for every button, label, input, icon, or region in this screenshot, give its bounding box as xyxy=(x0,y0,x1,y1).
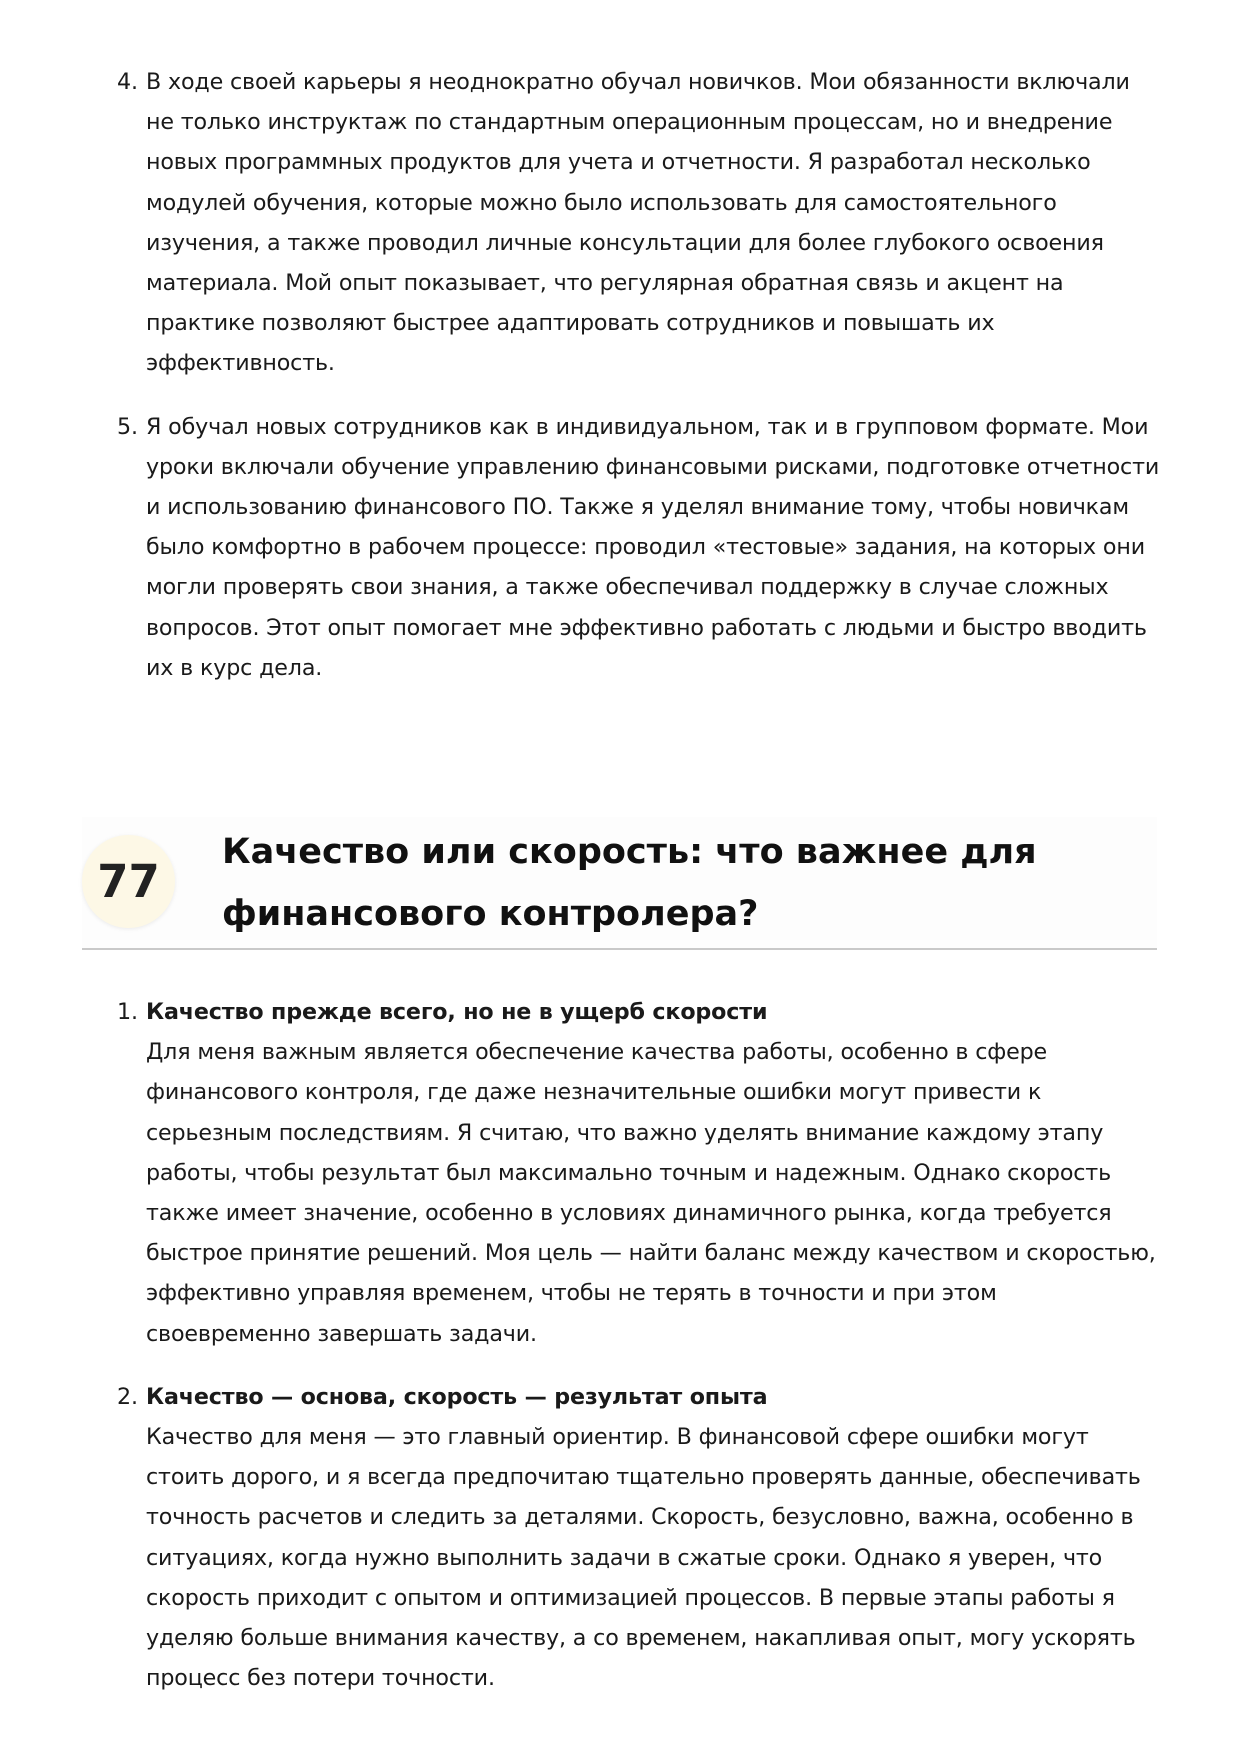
list-item xyxy=(117,62,1163,384)
answers-list xyxy=(117,992,1163,1721)
item-number: 2. xyxy=(117,1383,138,1410)
list-item xyxy=(117,992,1163,1354)
item-text: Качество для меня — это главный ориентир. В финансовой сфере ошибки могут стоить дорого, и я всегда предпочитаю тщательно проверять данные, обеспечивать точность расчетов и следить за деталями. Скорость, безусловно, важна, особенно в ситуациях, когда нужно выполнить задачи в сжатые сроки. Однако я уверен, что скорость приходит с опытом и оптимизацией процессов. В первые этапы работы я уделяю больше внимания качеству, а со временем, накапливая опыт, могу ускорять процесс без потери точности. xyxy=(146,1424,1141,1692)
question-number-badge: 77 xyxy=(82,835,175,928)
item-text: Для меня важным является обеспечение качества работы, особенно в сфере финансового контроля, где даже незначительные ошибки могут привести к серьезным последствиям. Я считаю, что важно уделять внимание каждому этапу работы, чтобы результат был максимально точным и надежным. Однако скорость также имеет значение, особенно в условиях динамичного рынка, когда требуется быстрое принятие решений. Моя цель — найти баланс между качеством и скоростью, эффективно управляя временем, чтобы не терять в точности и при этом своевременно завершать задачи. xyxy=(146,1039,1156,1347)
item-title: Качество прежде всего, но не в ущерб скорости xyxy=(146,999,768,1025)
item-number: 1. xyxy=(117,999,138,1025)
item-text: В ходе своей карьеры я неоднократно обучал новичков. Мои обязанности включали не только инструктаж по стандартным операционным процессам, но и внедрение новых программных продуктов для учета и отчетности. Я разработал несколько модулей обучения, которые можно было использовать для самостоятельного изучения, а также проводил личные консультации для более глубокого освоения материала. Мой опыт показывает, что регулярная обратная связь и акцент на практике позволяют быстрее адаптировать сотрудников и повышать их эффективность. xyxy=(146,69,1130,377)
previous-answers-list xyxy=(117,62,1163,711)
item-number: 4. xyxy=(117,69,138,95)
item-number: 5. xyxy=(117,413,138,440)
list-item xyxy=(117,407,1163,688)
list-item xyxy=(117,1377,1163,1699)
section-title: Качество или скорость: что важнее для финансового контролера? xyxy=(222,832,1037,934)
item-text: Я обучал новых сотрудников как в индивидуальном, так и в групповом формате. Мои уроки включали обучение управлению финансовыми рисками, подготовке отчетности и использованию финансового ПО. Также я уделял внимание тому, чтобы новичкам было комфортно в рабочем процессе: проводил «тестовые» задания, на которых они могли проверять свои знания, а также обеспечивал поддержку в случае сложных вопросов. Этот опыт помогает мне эффективно работать с людьми и быстро вводить их в курс дела. xyxy=(146,413,1160,681)
section-header xyxy=(82,817,1157,950)
item-title: Качество — основа, скорость — результат опыта xyxy=(146,1383,768,1410)
